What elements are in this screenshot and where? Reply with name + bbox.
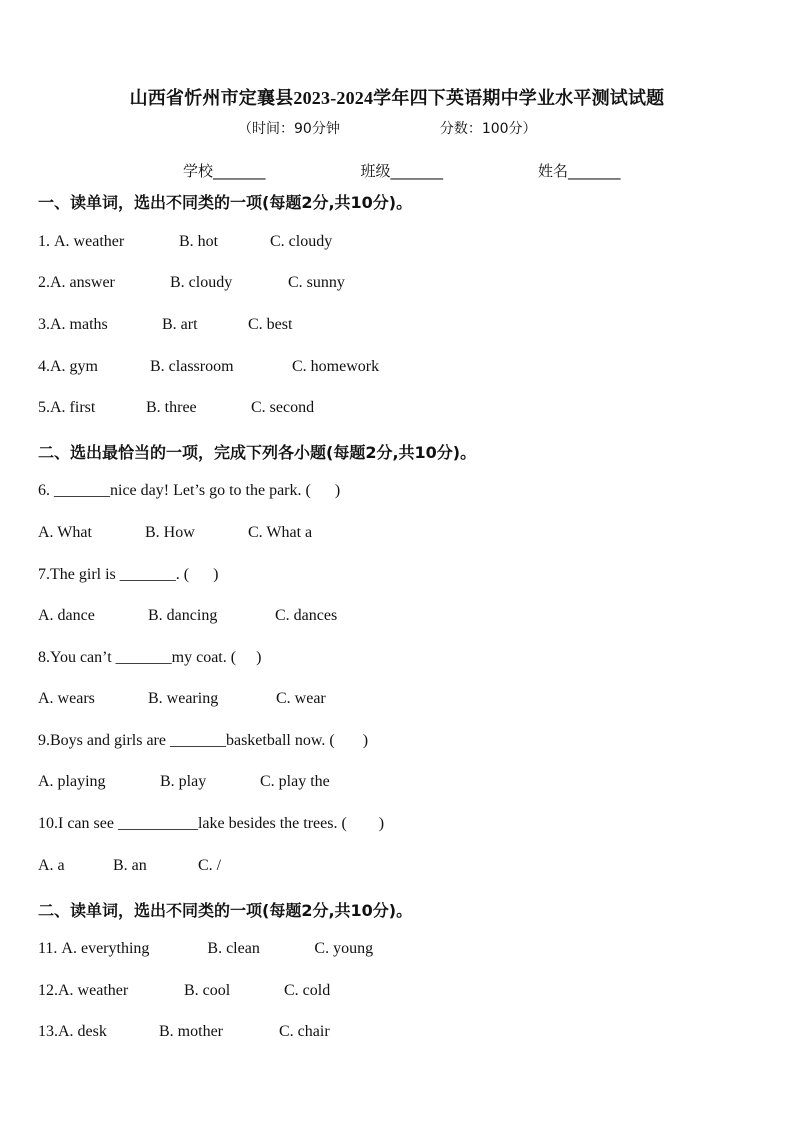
option-b: B. clean: [207, 940, 260, 957]
option-a: A. maths: [50, 316, 108, 333]
option-a: A. playing: [38, 773, 106, 790]
option-c: C. wear: [276, 690, 326, 707]
question-9-options: [38, 773, 330, 791]
question-number: 3.: [38, 316, 50, 333]
option-a: A. desk: [58, 1023, 107, 1040]
option-c: C. chair: [279, 1023, 330, 1040]
option-b: B. wearing: [148, 690, 219, 707]
question-5: [38, 399, 314, 417]
option-a: A. gym: [50, 358, 98, 375]
student-fields: [183, 160, 621, 181]
option-c: C. /: [198, 857, 222, 874]
question-1: [38, 233, 332, 251]
option-b: B. mother: [159, 1023, 223, 1040]
option-c: C. homework: [292, 358, 380, 375]
question-10-options: [38, 857, 221, 875]
question-number: 1.: [38, 233, 54, 250]
school-field: 学校_______: [183, 162, 266, 180]
option-a: A. first: [50, 399, 96, 416]
question-7-options: [38, 607, 337, 625]
question-8-options: [38, 690, 326, 708]
option-c: C. dances: [275, 607, 338, 624]
section-1-heading: 一、读单词，选出不同类的一项(每题2分,共10分)。: [38, 193, 413, 212]
option-a: A. weather: [54, 233, 125, 250]
option-a: A. wears: [38, 690, 95, 707]
question-6-options: [38, 524, 312, 542]
option-b: B. dancing: [148, 607, 218, 624]
exam-time: （时间：90分钟: [238, 121, 340, 137]
option-b: B. How: [145, 524, 195, 541]
question-number: 12.: [38, 982, 58, 999]
option-b: B. cloudy: [170, 274, 233, 291]
question-13: [38, 1023, 330, 1041]
question-11: [38, 940, 373, 958]
question-3: [38, 316, 292, 334]
option-c: C. cloudy: [270, 233, 333, 250]
class-field: 班级_______: [360, 162, 444, 180]
page-title: 山西省忻州市定襄县2023-2024学年四下英语期中学业水平测试试题: [129, 88, 665, 108]
question-7-text: 7.The girl is _______. ( ): [38, 566, 219, 583]
option-b: B. hot: [179, 233, 219, 250]
question-number: 5.: [38, 399, 50, 416]
option-b: B. cool: [184, 982, 231, 999]
question-number: 11.: [38, 940, 62, 957]
option-b: B. classroom: [150, 358, 234, 375]
option-b: B. art: [162, 316, 198, 333]
question-6-text: 6. _______nice day! Let’s go to the park. ( ): [38, 482, 341, 499]
option-c: C. What a: [248, 524, 313, 541]
question-8-text: 8.You can’t _______my coat. ( ): [38, 649, 262, 666]
option-c: C. best: [248, 316, 293, 333]
option-c: C. second: [251, 399, 315, 416]
option-a: A. answer: [50, 274, 115, 291]
option-a: A. What: [38, 524, 92, 541]
option-a: A. dance: [38, 607, 95, 624]
question-10-text: 10.I can see __________lake besides the trees. ( ): [38, 815, 385, 832]
section-3-heading: 二、读单词，选出不同类的一项(每题2分,共10分)。: [38, 901, 413, 920]
question-number: 13.: [38, 1023, 58, 1040]
exam-info: [238, 118, 537, 138]
option-a: A. a: [38, 857, 65, 874]
question-2: [38, 274, 345, 292]
option-b: B. play: [160, 773, 207, 790]
question-4: [38, 358, 379, 376]
option-c: C. sunny: [288, 274, 345, 291]
option-c: C. cold: [284, 982, 331, 999]
question-number: 4.: [38, 358, 50, 375]
option-a: A. everything: [61, 940, 150, 957]
question-12: [38, 982, 330, 1000]
name-field: 姓名_______: [538, 162, 621, 180]
option-c: C. play the: [260, 773, 330, 790]
option-c: C. young: [314, 940, 374, 957]
section-2-heading: 二、选出最恰当的一项，完成下列各小题(每题2分,共10分)。: [38, 443, 477, 462]
exam-score: 分数：100分）: [439, 121, 537, 137]
question-number: 2.: [38, 274, 50, 291]
option-b: B. three: [146, 399, 197, 416]
option-a: A. weather: [58, 982, 129, 999]
option-b: B. an: [113, 857, 147, 874]
question-9-text: 9.Boys and girls are _______basketball now. ( ): [38, 732, 369, 749]
